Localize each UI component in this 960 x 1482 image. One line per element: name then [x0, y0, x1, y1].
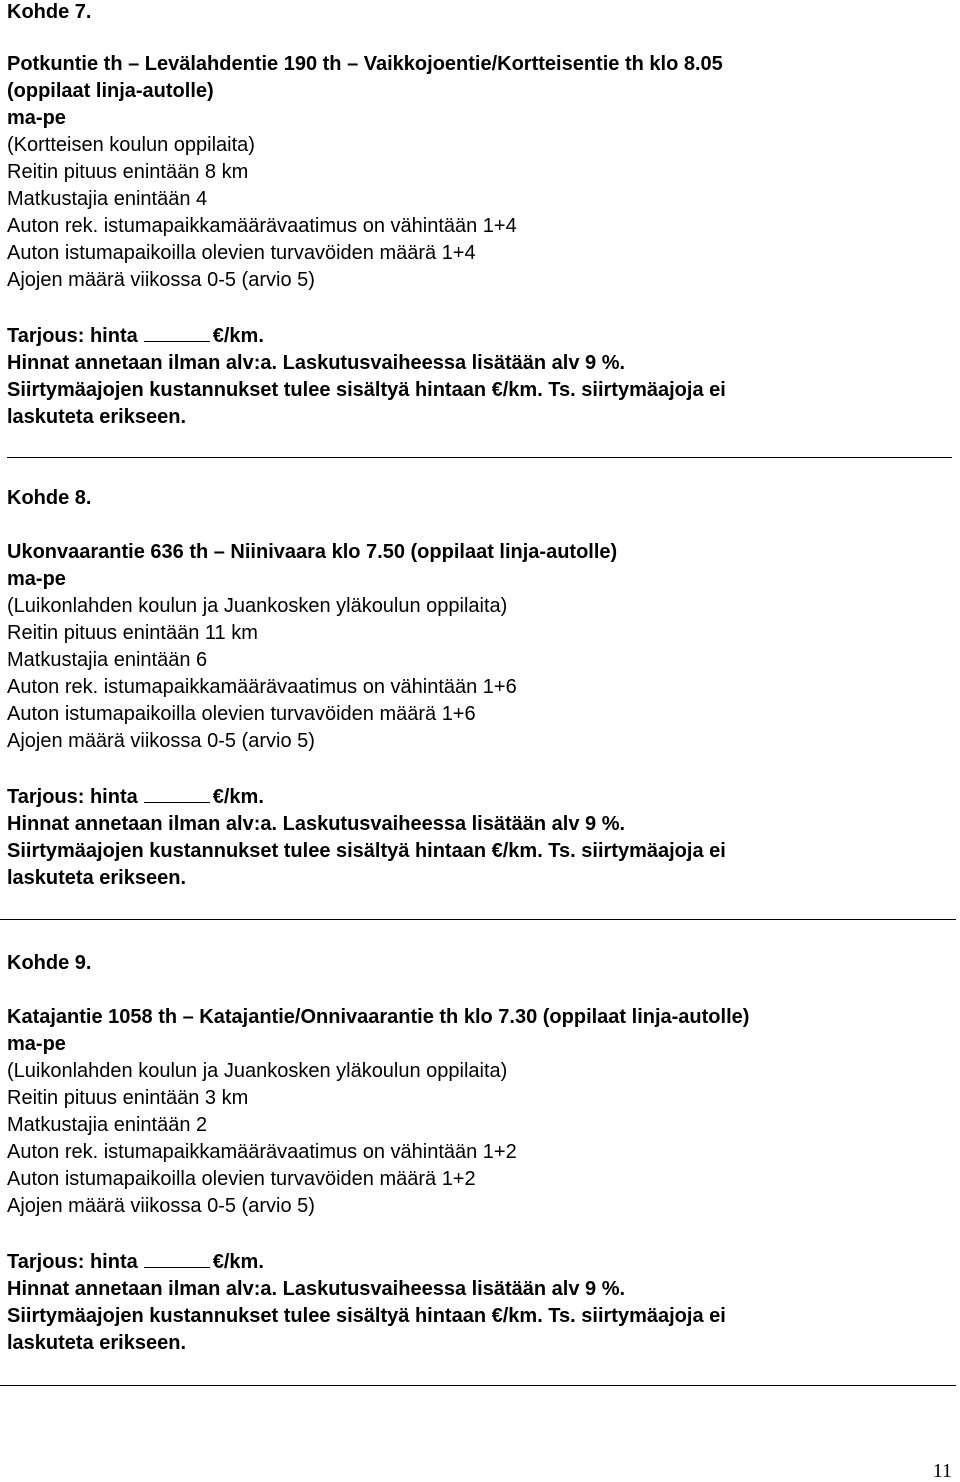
route-title: Potkuntie th – Levälahdentie 190 th – Vaikkojoentie/Kortteisentie th klo 8.05 [7, 53, 723, 75]
price-blank [144, 1266, 210, 1268]
offer-line [7, 1250, 264, 1274]
vat-note: Hinnat annetaan ilman alv:a. Laskutusvaiheessa lisätään alv 9 %. [7, 1278, 626, 1300]
offer-label: Tarjous: hinta [7, 325, 138, 347]
vat-note: Hinnat annetaan ilman alv:a. Laskutusvaiheessa lisätään alv 9 %. [7, 352, 626, 374]
offer-label: Tarjous: hinta [7, 1251, 138, 1273]
seat-requirement: Auton rek. istumapaikkamäärävaatimus on vähintään 1+4 [7, 215, 517, 237]
trips-per-week: Ajojen määrä viikossa 0-5 (arvio 5) [7, 730, 315, 752]
section-heading: Kohde 9. [7, 952, 92, 974]
page-number: 11 [932, 1460, 952, 1482]
days: ma-pe [7, 1033, 66, 1055]
transfer-note: Siirtymäajojen kustannukset tulee sisältyä hintaan €/km. Ts. siirtymäajoja ei [7, 840, 726, 862]
trips-per-week: Ajojen määrä viikossa 0-5 (arvio 5) [7, 269, 315, 291]
seat-belts: Auton istumapaikoilla olevien turvavöiden määrä 1+4 [7, 242, 476, 264]
transfer-note-cont: laskuteta erikseen. [7, 867, 186, 889]
offer-line [7, 785, 264, 809]
offer-line [7, 324, 264, 348]
route-title: Katajantie 1058 th – Katajantie/Onnivaarantie th klo 7.30 (oppilaat linja-autolle) [7, 1006, 750, 1028]
offer-label: Tarjous: hinta [7, 786, 138, 808]
trips-per-week: Ajojen määrä viikossa 0-5 (arvio 5) [7, 1195, 315, 1217]
transfer-note: Siirtymäajojen kustannukset tulee sisältyä hintaan €/km. Ts. siirtymäajoja ei [7, 1305, 726, 1327]
school: (Luikonlahden koulun ja Juankosken yläkoulun oppilaita) [7, 595, 508, 617]
transfer-note: Siirtymäajojen kustannukset tulee sisältyä hintaan €/km. Ts. siirtymäajoja ei [7, 379, 726, 401]
passengers: Matkustajia enintään 6 [7, 649, 208, 671]
vat-note: Hinnat annetaan ilman alv:a. Laskutusvaiheessa lisätään alv 9 %. [7, 813, 626, 835]
route-title: Ukonvaarantie 636 th – Niinivaara klo 7.50 (oppilaat linja-autolle) [7, 541, 618, 563]
seat-belts: Auton istumapaikoilla olevien turvavöiden määrä 1+6 [7, 703, 476, 725]
days: ma-pe [7, 568, 66, 590]
section-heading: Kohde 8. [7, 487, 92, 509]
offer-unit: €/km. [212, 786, 264, 808]
price-blank [144, 340, 210, 342]
price-blank [144, 801, 210, 803]
route-length: Reitin pituus enintään 3 km [7, 1087, 249, 1109]
route-title-cont: (oppilaat linja-autolle) [7, 80, 214, 102]
section-divider [0, 1385, 956, 1386]
section-heading: Kohde 7. [7, 1, 92, 23]
seat-belts: Auton istumapaikoilla olevien turvavöiden määrä 1+2 [7, 1168, 476, 1190]
seat-requirement: Auton rek. istumapaikkamäärävaatimus on vähintään 1+2 [7, 1141, 517, 1163]
school: (Luikonlahden koulun ja Juankosken yläkoulun oppilaita) [7, 1060, 508, 1082]
passengers: Matkustajia enintään 2 [7, 1114, 208, 1136]
offer-unit: €/km. [212, 1251, 264, 1273]
transfer-note-cont: laskuteta erikseen. [7, 1332, 186, 1354]
days: ma-pe [7, 107, 66, 129]
passengers: Matkustajia enintään 4 [7, 188, 208, 210]
section-divider [0, 919, 956, 920]
seat-requirement: Auton rek. istumapaikkamäärävaatimus on vähintään 1+6 [7, 676, 517, 698]
transfer-note-cont: laskuteta erikseen. [7, 406, 186, 428]
route-length: Reitin pituus enintään 11 km [7, 622, 258, 644]
school: (Kortteisen koulun oppilaita) [7, 134, 255, 156]
section-divider [7, 457, 952, 458]
offer-unit: €/km. [212, 325, 264, 347]
route-length: Reitin pituus enintään 8 km [7, 161, 249, 183]
